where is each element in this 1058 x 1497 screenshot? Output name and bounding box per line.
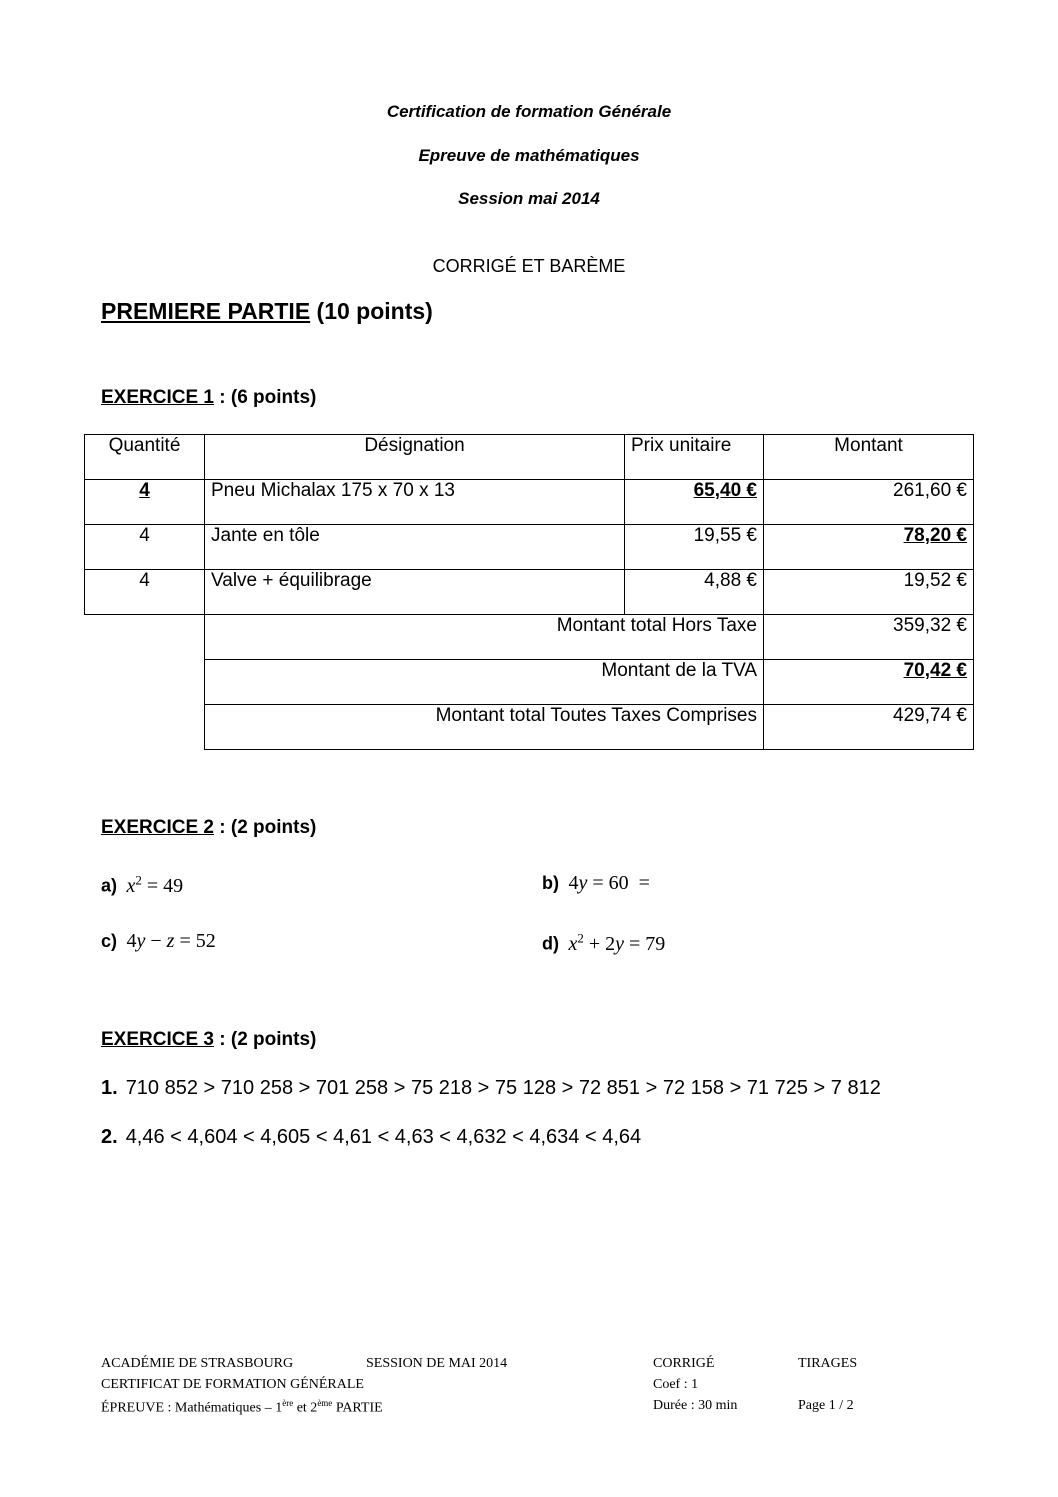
- premiere-partie-heading: [101, 298, 433, 325]
- row-qty: 4: [85, 480, 205, 525]
- total-row: [85, 660, 974, 705]
- total-ht-label: Montant total Hors Taxe: [205, 615, 764, 660]
- exercice-1-points: : (6 points): [213, 387, 317, 408]
- row-montant: 261,60 €: [764, 480, 974, 525]
- total-ttc-label: Montant total Toutes Taxes Comprises: [205, 705, 764, 750]
- header-epreuve: Epreuve de mathématiques: [418, 146, 640, 165]
- table-row: [85, 525, 974, 570]
- footer-tirages: TIRAGES: [798, 1356, 858, 1371]
- equation-d-label: d): [542, 933, 559, 954]
- equation-c-label: c): [101, 931, 118, 951]
- partie-title: PREMIERE PARTIE: [101, 298, 311, 324]
- equation-d-formula: $x^2 + 2y = 79$: [568, 930, 666, 955]
- footer-epreuve-part2: et 2: [293, 1400, 318, 1416]
- sequence-2: [101, 1126, 641, 1149]
- footer-session: SESSION DE MAI 2014: [366, 1356, 508, 1371]
- row-montant: 78,20 €: [764, 525, 974, 570]
- sequence-1-text: 710 852 > 710 258 > 701 258 > 75 218 > 75 128 > 72 851 > 72 158 > 71 725 > 7 812: [125, 1077, 881, 1099]
- col-header-montant: Montant: [764, 435, 974, 480]
- footer-epreuve-sup2: ème: [317, 1398, 333, 1408]
- tva-value: 70,42 €: [764, 660, 974, 705]
- equation-c: [101, 930, 216, 953]
- table-row: [85, 480, 974, 525]
- footer-coef: Coef : 1: [653, 1377, 699, 1392]
- equation-a-label: a): [101, 875, 118, 896]
- total-ttc-value: 429,74 €: [764, 705, 974, 750]
- row-designation: Jante en tôle: [205, 525, 625, 570]
- exercice-1-title: EXERCICE 1: [101, 387, 214, 408]
- col-header-prix: Prix unitaire: [625, 435, 764, 480]
- total-row: [85, 615, 974, 660]
- sequence-1: [101, 1077, 881, 1100]
- col-header-designation: Désignation: [205, 435, 625, 480]
- row-montant: 19,52 €: [764, 570, 974, 615]
- footer-certificat: CERTIFICAT DE FORMATION GÉNÉRALE: [101, 1377, 364, 1392]
- footer-epreuve-sup1: ère: [282, 1398, 294, 1408]
- footer-epreuve: [101, 1398, 383, 1417]
- table-header-row: [85, 435, 974, 480]
- equation-b-formula: 4y = 60 =: [563, 872, 650, 894]
- row-prix: 4,88 €: [625, 570, 764, 615]
- row-designation: Valve + équilibrage: [205, 570, 625, 615]
- row-prix: 19,55 €: [625, 525, 764, 570]
- equation-b: [542, 872, 650, 895]
- equation-c-formula: 4y − z = 52: [121, 930, 216, 952]
- equation-b-label: b): [542, 873, 559, 893]
- invoice-table: [84, 434, 974, 750]
- sequence-2-number: 2.: [101, 1126, 118, 1148]
- exercice-2-heading: [101, 817, 316, 839]
- row-prix: 65,40 €: [625, 480, 764, 525]
- footer-page: Page 1 / 2: [798, 1398, 854, 1413]
- footer-academie: ACADÉMIE DE STRASBOURG: [101, 1356, 294, 1371]
- footer-duree: Durée : 30 min: [653, 1398, 738, 1413]
- exercice-2-title: EXERCICE 2: [101, 817, 214, 838]
- header-certification: Certification de formation Générale: [386, 102, 672, 121]
- row-qty: 4: [85, 525, 205, 570]
- exercice-3-heading: [101, 1029, 316, 1051]
- footer-corrige: CORRIGÉ: [653, 1356, 715, 1371]
- sequence-2-text: 4,46 < 4,604 < 4,605 < 4,61 < 4,63 < 4,632 < 4,634 < 4,64: [125, 1126, 642, 1148]
- exercice-3-points: : (2 points): [213, 1029, 317, 1050]
- exercice-2-points: : (2 points): [213, 817, 317, 838]
- equation-d: [542, 930, 665, 956]
- table-row: [85, 570, 974, 615]
- partie-points: (10 points): [310, 298, 433, 324]
- total-row: [85, 705, 974, 750]
- row-qty: 4: [85, 570, 205, 615]
- total-ht-value: 359,32 €: [764, 615, 974, 660]
- col-header-quantite: Quantité: [85, 435, 205, 480]
- footer-epreuve-part3: PARTIE: [332, 1400, 383, 1416]
- row-designation: Pneu Michalax 175 x 70 x 13: [205, 480, 625, 525]
- sequence-1-number: 1.: [101, 1077, 118, 1099]
- exercice-1-heading: [101, 387, 316, 409]
- tva-label: Montant de la TVA: [205, 660, 764, 705]
- footer-epreuve-part1: ÉPREUVE : Mathématiques – 1: [101, 1400, 283, 1416]
- exercice-3-title: EXERCICE 3: [101, 1029, 214, 1050]
- equation-a-formula: $x^2 = 49$: [126, 872, 184, 897]
- corrige-bareme-title: CORRIGÉ ET BARÈME: [432, 256, 626, 276]
- header-session: Session mai 2014: [458, 189, 600, 208]
- equation-a: [101, 872, 183, 898]
